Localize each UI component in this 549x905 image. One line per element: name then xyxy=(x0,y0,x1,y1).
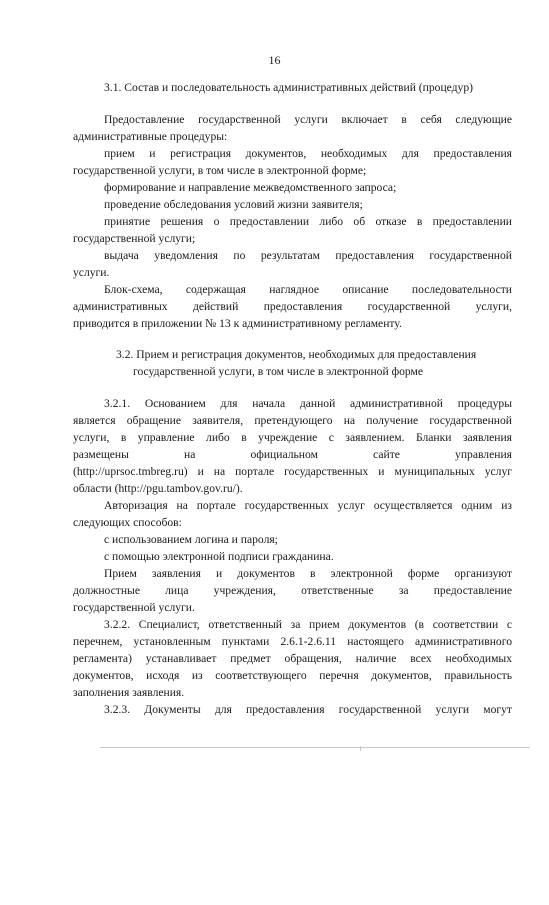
para-line: государственной услуги; xyxy=(73,232,196,245)
para-line: формирование и направление межведомственного запроса; xyxy=(104,181,397,194)
para-line: должностные лица учреждения, ответственные за предоставление xyxy=(73,584,512,597)
scan-artifact-line xyxy=(100,747,530,748)
para-line: Блок-схема, содержащая наглядное описание последовательности xyxy=(104,283,512,296)
para-line: документов, исходя из соответствующего перечня документов, правильность xyxy=(73,669,512,682)
para-line: области (http://pgu.tambov.gov.ru/). xyxy=(73,482,243,495)
para-line: Предоставление государственной услуги включает в себя следующие xyxy=(104,113,512,126)
scan-artifact-tick xyxy=(360,746,361,751)
para-line: услуги, в управление либо в учреждение с заявлением. Бланки заявления xyxy=(73,431,512,444)
para-line: 3.2.3. Документы для предоставления государственной услуги могут xyxy=(104,703,512,716)
para-line: регламента) устанавливает предмет обращения, наличие всех необходимых xyxy=(73,652,512,665)
para-line: приводится в приложении № 13 к административному регламенту. xyxy=(73,317,402,330)
para-line: принятие решения о предоставлении либо об отказе в предоставлении xyxy=(104,215,512,228)
para-line: следующих способов: xyxy=(73,516,182,529)
para-line: административные процедуры: xyxy=(73,130,228,143)
section-title-3-2: 3.2. Прием и регистрация документов, необходимых для предоставления xyxy=(116,348,477,361)
para-line: Прием заявления и документов в электронной форме организуют xyxy=(104,567,512,580)
para-line: услуги. xyxy=(73,266,110,279)
section-title-3-1: 3.1. Состав и последовательность административных действий (процедур) xyxy=(104,81,474,94)
para-line: государственной услуги, в том числе в электронной форме; xyxy=(73,164,367,177)
para-line: выдача уведомления по результатам предоставления государственной xyxy=(104,249,512,262)
para-line: административных действий предоставления государственной услуги, xyxy=(73,300,512,313)
para-line: прием и регистрация документов, необходимых для предоставления xyxy=(104,147,512,160)
para-line: (http://uprsoc.tmbreg.ru) и на портале государственных и муниципальных услуг xyxy=(73,465,512,478)
para-line: 3.2.2. Специалист, ответственный за прием документов (в соответствии с xyxy=(104,618,512,631)
para-line: перечнем, установленным пунктами 2.6.1-2.6.11 настоящего административного xyxy=(73,635,512,648)
para-line: 3.2.1. Основанием для начала данной административной процедуры xyxy=(104,397,512,410)
para-line: с помощью электронной подписи гражданина. xyxy=(104,550,334,563)
para-line: с использованием логина и пароля; xyxy=(104,533,278,546)
para-line: государственной услуги. xyxy=(73,601,195,614)
page-number: 16 xyxy=(268,53,281,67)
para-line: проведение обследования условий жизни заявителя; xyxy=(104,198,363,211)
para-line: заполнения заявления. xyxy=(73,686,185,699)
section-title-3-2-line2: государственной услуги, в том числе в электронной форме xyxy=(133,365,423,378)
para-line: размещены на официальном сайте управления xyxy=(73,448,512,461)
para-line: Авторизация на портале государственных услуг осуществляется одним из xyxy=(104,499,512,512)
para-line: является обращение заявителя, претендующего на получение государственной xyxy=(73,414,512,427)
